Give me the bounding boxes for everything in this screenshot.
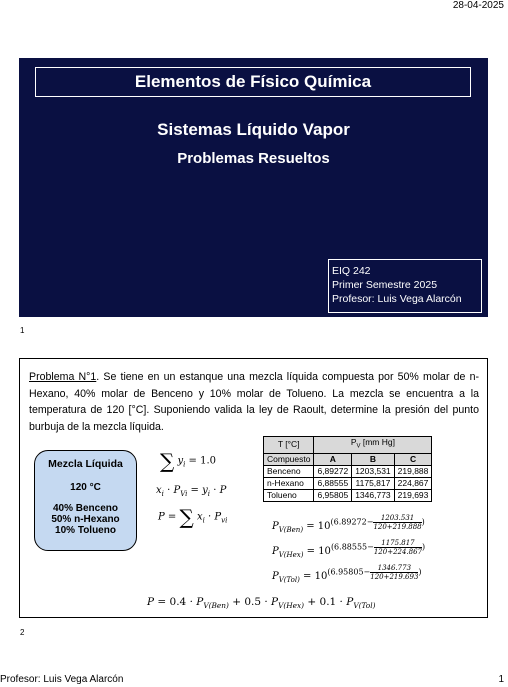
equation-bubble-pressure: $P = 0.4 \cdot P_{V(Ben)} + 0.5 \cdot P_{V(Hex)} + 0.1 \cdot P_{V(Tol)}$ (147, 596, 376, 611)
mixture-components (35, 503, 136, 536)
table-cell: 6,95805 (314, 489, 352, 501)
table-row (264, 465, 432, 477)
course-code: EIQ 242 (332, 265, 371, 277)
course-info-box (328, 259, 482, 313)
table-row (264, 489, 432, 501)
semester: Primer Semestre 2025 (332, 279, 438, 291)
component-hexano: 50% n-Hexano (51, 514, 120, 525)
equation-pv-tolueno: $P_{V(Tol)} = 10(6.95805-$ $\frac{1346.773}{120+219.693}$ ) (272, 564, 422, 584)
table-col-c: C (394, 453, 432, 465)
antoine-table (263, 436, 432, 502)
slide-subtitle: Sistemas Líquido Vapor (157, 120, 350, 139)
problem-label: Problema N°1 (29, 371, 97, 383)
table-col-compuesto: Compuesto (264, 453, 314, 465)
table-cell: 1203,531 (352, 465, 394, 477)
professor-name: Profesor: Luis Vega Alarcón (332, 293, 462, 305)
table-cell: 219,693 (394, 489, 432, 501)
equation-pv-hexano: $P_{V(Hex)} = 10(6.88555-$ $\frac{1175.817}{120+224.867}$ ) (272, 539, 426, 559)
table-row (264, 477, 432, 489)
table-cell: 1175,817 (352, 477, 394, 489)
equation-sum-y: ∑ $y_i = 1.0$ (160, 449, 217, 473)
slide-subtitle-2: Problemas Resueltos (177, 150, 330, 167)
footer-page-number: 1 (498, 674, 504, 685)
equation-pressure-sum: P = ∑ $x_i \cdot P_{vi}$ (158, 505, 228, 529)
mixture-title: Mezcla Líquida (48, 458, 123, 470)
slide-title: Elementos de Físico Química (35, 67, 471, 97)
problem-text: . Se tiene en un estanque una mezcla líquida compuesta por 50% molar de n-Hexano, 40% molar de Benceno y 10% molar de Tolueno. La mezcla se encuentra a la temperatura de 120 [°C]. Suponiendo valida la ley de Raoult, determine la presión del punto burbuja de la mezcla líquida. (29, 371, 479, 433)
equation-pv-benceno: $P_{V(Ben)} = 10(6.89272-$ $\frac{1203.531}{120+219.888}$ ) (272, 514, 425, 534)
mixture-temperature: 120 °C (70, 482, 101, 493)
table-cell: Tolueno (264, 489, 314, 501)
table-cell: 1346,773 (352, 489, 394, 501)
table-cell: 6,88555 (314, 477, 352, 489)
table-cell: 219,888 (394, 465, 432, 477)
title-slide (19, 58, 488, 317)
table-pv-header: $P_V$ [mm Hg] (314, 437, 432, 454)
equation-raoult: $x_i \cdot P_{Vi} = y_i \cdot P$ (156, 485, 227, 498)
table-cell: 224,867 (394, 477, 432, 489)
table-temp-header: T [°C] (264, 437, 314, 454)
component-benceno: 40% Benceno (52, 503, 119, 514)
problem-slide (19, 358, 488, 618)
table-cell: n-Hexano (264, 477, 314, 489)
table-col-b: B (352, 453, 394, 465)
mixture-box (34, 450, 137, 551)
table-col-a: A (314, 453, 352, 465)
table-cell: 6,89272 (314, 465, 352, 477)
problem-statement (29, 369, 479, 435)
print-date: 28-04-2025 (452, 0, 504, 11)
component-tolueno: 10% Tolueno (55, 525, 116, 536)
slide-number-1: 1 (20, 326, 25, 335)
footer-professor: Profesor: Luis Vega Alarcón (0, 674, 124, 685)
table-cell: Benceno (264, 465, 314, 477)
slide-number-2: 2 (20, 628, 25, 637)
